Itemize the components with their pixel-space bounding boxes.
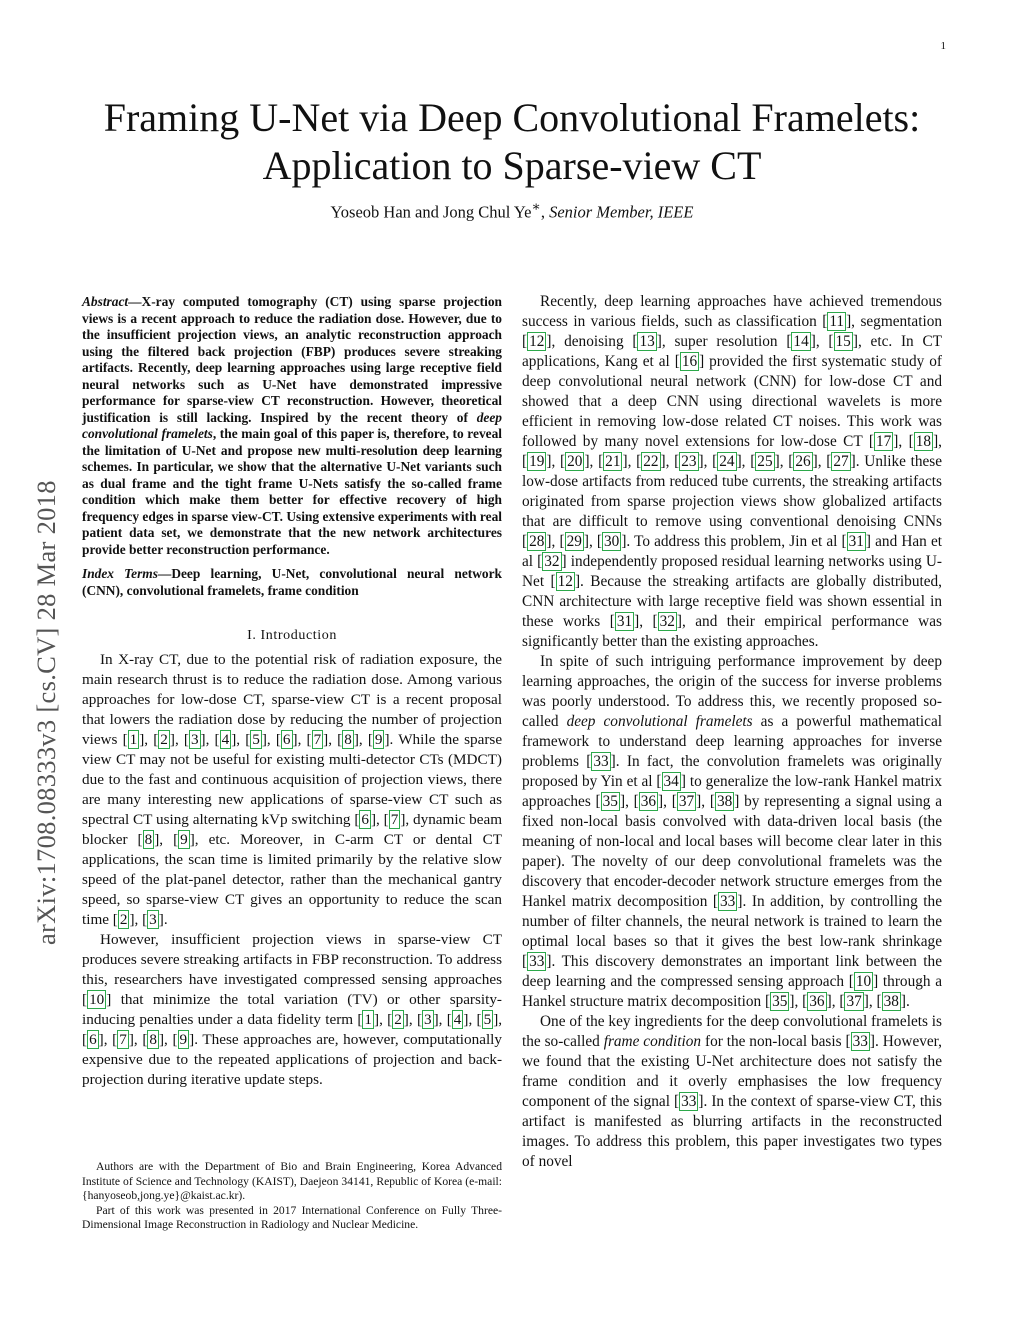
citation-link[interactable]: [ 9 ] bbox=[367, 731, 390, 748]
citation-link[interactable]: [ 18 ] bbox=[908, 433, 939, 450]
citation-link[interactable]: [ 38 ] bbox=[876, 993, 907, 1010]
citation-link[interactable]: [ 4 ] bbox=[214, 731, 237, 748]
text-run: , bbox=[639, 613, 653, 630]
citation-link[interactable]: [ 13 ] bbox=[632, 333, 662, 350]
citation-link[interactable]: [ 22 ] bbox=[636, 453, 666, 470]
author-line: Yoseob Han and Jong Chul Ye∗, Senior Member, IEEE bbox=[330, 199, 694, 222]
text-run: , bbox=[468, 1011, 477, 1028]
citation-number[interactable]: 10 bbox=[89, 991, 105, 1008]
emphasized-term: deep convolutional framelets bbox=[566, 713, 753, 730]
citation-number[interactable]: 3 bbox=[424, 1011, 432, 1028]
citation-number[interactable]: 2 bbox=[394, 1011, 402, 1028]
text-run: , etc. In CT applications, Kang et al bbox=[522, 333, 942, 370]
citation-link[interactable]: [ 37 ] bbox=[671, 793, 702, 810]
text-run: that minimize the total variation (TV) or other sparsity-inducing penalties under a data fidelity term bbox=[82, 991, 502, 1028]
citation-link[interactable]: [ 8 ] bbox=[142, 1031, 165, 1048]
citation-number[interactable]: 36 bbox=[640, 793, 657, 810]
text-run: , bbox=[663, 793, 672, 810]
text-run: , bbox=[703, 453, 713, 470]
citation-link[interactable]: [ 14 ] bbox=[786, 333, 816, 350]
citation-number[interactable]: 8 bbox=[344, 731, 352, 748]
text-run: In spite of such intriguing performance improvement by deep learning approaches, the origin of the success for inverse problems was poorly understood. To address this, we recently proposed so-called bbox=[522, 653, 942, 730]
text-run: . In addition, by controlling the number of filter channels, the neural network is trained to learn the optimal local bases so that it gives the best low-rank shrinkage bbox=[522, 893, 942, 950]
citation-number[interactable]: 34 bbox=[663, 773, 679, 790]
text-run: independently proposed residual learning networks using U-Net bbox=[522, 553, 942, 590]
body-paragraph bbox=[522, 1012, 942, 1172]
citation-number[interactable]: 20 bbox=[567, 453, 583, 470]
citation-number[interactable]: 35 bbox=[602, 793, 618, 810]
title-line-1: Framing U-Net via Deep Convolutional Framelets: bbox=[103, 95, 921, 140]
citation-link[interactable]: [ 7 ] bbox=[112, 1031, 134, 1048]
citation-number[interactable]: 5 bbox=[252, 731, 260, 748]
citation-link[interactable]: [ 38 ] bbox=[709, 793, 740, 810]
body-paragraph bbox=[82, 930, 502, 1090]
citation-number[interactable]: 25 bbox=[757, 453, 773, 470]
citation-link[interactable]: [ 25 ] bbox=[750, 453, 780, 470]
citation-link[interactable]: [ 12 ] bbox=[522, 333, 552, 350]
citation-number[interactable]: 33 bbox=[529, 953, 545, 970]
text-run: , super resolution bbox=[661, 333, 787, 350]
text-run: , bbox=[236, 731, 246, 748]
citation-number[interactable]: 32 bbox=[659, 613, 675, 630]
citation-link[interactable]: [ 5 ] bbox=[476, 1011, 499, 1028]
text-run: , bbox=[144, 731, 154, 748]
text-run: . While the sparse view CT may not be useful for existing multi-detector CTs (MDCT) due to the fast and continuous acquisition of projection views, there are many interesting new applications of sparse-view CT such as spectral CT using alternating kVp switching bbox=[82, 731, 503, 828]
citation-number[interactable]: 24 bbox=[719, 453, 735, 470]
citation-link[interactable]: [ 33 ] bbox=[586, 753, 616, 770]
text-run: , bbox=[898, 433, 909, 450]
citation-link[interactable]: [ 33 ] bbox=[712, 893, 743, 910]
text-run: , bbox=[779, 453, 789, 470]
text-run: , bbox=[551, 453, 561, 470]
citation-link[interactable]: [ 35 ] bbox=[595, 793, 626, 810]
text-run: , bbox=[164, 1031, 173, 1048]
text-run: . Because the streaking artifacts are globally distributed, CNN architecture with large receptive field was shown essential in these works bbox=[522, 573, 942, 630]
citation-number[interactable]: 17 bbox=[875, 433, 892, 450]
text-run: In X-ray CT, due to the potential risk of radiation exposure, the main research thrust is to reduce the radiation dose. Among various approaches for low-dose CT, sparse-view CT is a recent proposal that lowers the radiation dose by reducing the number of projection views bbox=[82, 651, 502, 748]
text-run: , bbox=[408, 1011, 417, 1028]
left-column bbox=[82, 294, 502, 1090]
citation-link[interactable]: [ 12 ] bbox=[550, 573, 581, 590]
text-run: to generalize the low-rank Hankel matrix approaches bbox=[522, 773, 942, 810]
text-run: through a Hankel structure matrix decomposition bbox=[522, 973, 942, 1010]
citation-number[interactable]: 37 bbox=[846, 993, 862, 1010]
text-run: as a powerful mathematical framework to understand deep learning approaches for inverse problems bbox=[522, 713, 942, 770]
text-run: , bbox=[627, 453, 637, 470]
citation-number[interactable]: 8 bbox=[149, 1031, 157, 1048]
text-run: , bbox=[588, 533, 597, 550]
citation-number[interactable]: 2 bbox=[119, 911, 128, 928]
emphasized-term: frame condition bbox=[603, 1033, 702, 1050]
citation-number[interactable]: 8 bbox=[144, 831, 153, 848]
text-run: , bbox=[817, 453, 827, 470]
citation-number[interactable]: 27 bbox=[833, 453, 849, 470]
text-run: , bbox=[815, 333, 829, 350]
citation-number[interactable]: 21 bbox=[605, 453, 621, 470]
text-run: , bbox=[134, 911, 143, 928]
citation-link[interactable]: [ 26 ] bbox=[788, 453, 818, 470]
citation-number[interactable]: 12 bbox=[557, 573, 573, 590]
text-run: , bbox=[379, 1011, 388, 1028]
citation-number[interactable]: 10 bbox=[855, 973, 872, 990]
citation-link[interactable]: [ 6 ] bbox=[275, 731, 298, 748]
text-run: . However, we found that the existing U-Net architecture does not satisfy the frame condition and it overly emphasises the low frequency component of the signal bbox=[522, 1033, 942, 1110]
citation-link[interactable]: [ 2 ] bbox=[153, 731, 175, 748]
citation-link[interactable]: [ 19 ] bbox=[522, 453, 552, 470]
citation-link[interactable]: [ 5 ] bbox=[245, 731, 267, 748]
citation-number[interactable]: 1 bbox=[364, 1011, 372, 1028]
citation-number[interactable]: 6 bbox=[89, 1031, 97, 1048]
citation-link[interactable]: [ 15 ] bbox=[828, 333, 858, 350]
citation-link[interactable]: [ 32 ] bbox=[652, 613, 682, 630]
citation-link[interactable]: [ 33 ] bbox=[673, 1093, 704, 1110]
citation-link[interactable]: [ 11 ] bbox=[822, 313, 852, 330]
text-run: , etc. Moreover, in C-arm CT or dental CT applications, the scan time is limited primarily by the relative slow speed of the plat-panel detector, rather than the mechanical gantry speed, so sparse-view CT gives an opportunity to reduce the scan time bbox=[82, 831, 503, 928]
introduction-body-left bbox=[82, 650, 502, 1090]
citation-link[interactable]: [ 3 ] bbox=[142, 911, 164, 928]
citation-number[interactable]: 4 bbox=[453, 1011, 462, 1028]
citation-number[interactable]: 4 bbox=[221, 731, 230, 748]
citation-number[interactable]: 14 bbox=[793, 333, 809, 350]
citation-number[interactable]: 29 bbox=[566, 533, 582, 550]
text-run: by representing a signal using a fixed non-local basis convolved with data-driven local basis (the meaning of non-local and local bases will become clear later in this paper). The novelty of our deep convolutional framelets was the discovery that encoder-decoder network structure emerges from the Hankel matrix decomposition bbox=[522, 793, 942, 910]
citation-link[interactable]: [ 10 ] bbox=[848, 973, 879, 990]
author-role: Senior Member, IEEE bbox=[549, 202, 694, 222]
abstract-label: Abstract bbox=[82, 294, 129, 309]
text-run: , bbox=[159, 831, 174, 848]
text-run: . Unlike these low-dose artifacts from reduced tube currents, the streaking artifacts originated from sparse projection views show globalized artifacts that are difficult to remove using conventional denoising CNNs bbox=[522, 453, 943, 530]
citation-link[interactable]: [ 29 ] bbox=[559, 533, 589, 550]
citation-link[interactable]: [ 20 ] bbox=[560, 453, 590, 470]
text-run: and Han et al bbox=[522, 533, 942, 570]
citation-link[interactable]: [ 34 ] bbox=[656, 773, 686, 790]
citation-link[interactable]: [ 37 ] bbox=[839, 993, 869, 1010]
citation-link[interactable]: [ 9 ] bbox=[173, 831, 195, 848]
citation-number[interactable]: 36 bbox=[809, 993, 825, 1010]
body-paragraph bbox=[522, 292, 942, 652]
citation-link[interactable]: [ 31 ] bbox=[609, 613, 640, 630]
text-run: , bbox=[701, 793, 710, 810]
text-run: . In the context of sparse-view CT, this artifact is manifested as blurring artifacts in the reconstructed images. To address this problem, this paper investigates two types of novel bbox=[522, 1093, 942, 1170]
text-run: , bbox=[868, 993, 877, 1010]
citation-link[interactable]: [ 4 ] bbox=[446, 1011, 469, 1028]
index-terms bbox=[82, 566, 502, 599]
text-run: , bbox=[133, 1031, 143, 1048]
citation-link[interactable]: [ 2 ] bbox=[387, 1011, 409, 1028]
citation-number[interactable]: 9 bbox=[179, 1031, 188, 1048]
text-run: . This discovery demonstrates an important link between the deep learning and the compressed sensing approach bbox=[522, 953, 942, 990]
citation-link[interactable]: [ 3 ] bbox=[183, 731, 206, 748]
citation-link[interactable]: [ 31 ] bbox=[841, 533, 872, 550]
text-run: , bbox=[328, 731, 338, 748]
citation-link[interactable]: [ 32 ] bbox=[537, 553, 567, 570]
citation-link[interactable]: [ 28 ] bbox=[522, 533, 552, 550]
text-run: . bbox=[906, 993, 910, 1010]
citation-number[interactable]: 1 bbox=[129, 731, 138, 748]
citation-number[interactable]: 33 bbox=[720, 893, 736, 910]
text-run: , bbox=[438, 1011, 447, 1028]
text-run: , bbox=[498, 1011, 503, 1028]
citation-number[interactable]: 16 bbox=[681, 353, 698, 370]
arxiv-identifier: arXiv:1708.08333v3 [cs.CV] 28 Mar 2018 bbox=[31, 480, 61, 945]
text-run: , bbox=[665, 453, 675, 470]
index-terms-label: Index Terms bbox=[82, 566, 158, 581]
citation-number[interactable]: 7 bbox=[119, 1031, 127, 1048]
citation-link[interactable]: [ 36 ] bbox=[633, 793, 664, 810]
text-run: Recently, deep learning approaches have achieved tremendous success in various fields, such as classification bbox=[522, 293, 942, 330]
text-run: One of the key ingredients for the deep convolutional framelets is the so-called bbox=[522, 1013, 942, 1050]
citation-number[interactable]: 7 bbox=[313, 731, 322, 748]
paper-title bbox=[0, 94, 1024, 190]
text-run: , bbox=[938, 433, 942, 450]
citation-link[interactable]: [ 8 ] bbox=[337, 731, 359, 748]
text-run: , dynamic beam blocker bbox=[82, 811, 503, 848]
citation-number[interactable]: 38 bbox=[883, 993, 899, 1010]
text-run: , bbox=[174, 731, 184, 748]
citation-link[interactable]: [ 33 ] bbox=[845, 1033, 875, 1050]
text-run: , bbox=[831, 993, 840, 1010]
abstract bbox=[82, 294, 502, 558]
citation-number[interactable]: 5 bbox=[483, 1011, 492, 1028]
citation-number[interactable]: 15 bbox=[835, 333, 851, 350]
text-run: , bbox=[589, 453, 599, 470]
text-run: . These approaches are, however, computationally expensive due to the repeated applications of projection and back-projection during iterative update steps. bbox=[82, 1031, 502, 1088]
introduction-body-right bbox=[522, 292, 942, 1172]
citation-number[interactable]: 19 bbox=[529, 453, 545, 470]
text-run: , bbox=[103, 1031, 113, 1048]
citation-link[interactable]: [ 2 ] bbox=[112, 911, 135, 928]
citation-link[interactable]: [ 7 ] bbox=[306, 731, 329, 748]
citation-number[interactable]: 3 bbox=[149, 911, 157, 928]
citation-number[interactable]: 22 bbox=[643, 453, 659, 470]
citation-link[interactable]: [ 35 ] bbox=[765, 993, 795, 1010]
citation-number[interactable]: 6 bbox=[361, 811, 369, 828]
citation-number[interactable]: 18 bbox=[915, 433, 932, 450]
text-run: , bbox=[297, 731, 307, 748]
citation-number[interactable]: 31 bbox=[616, 613, 633, 630]
citation-link[interactable]: [ 10 ] bbox=[82, 991, 112, 1008]
citation-number[interactable]: 9 bbox=[180, 831, 188, 848]
citation-link[interactable]: [ 7 ] bbox=[383, 811, 406, 828]
citation-number[interactable]: 9 bbox=[374, 731, 383, 748]
citation-number[interactable]: 33 bbox=[852, 1033, 868, 1050]
text-run: , bbox=[205, 731, 215, 748]
abstract-text-b: , the main goal of this paper is, therefore, to reveal the limitation of U-Net and propose new multi-resolution deep learning schemes. In particular, we show that the alternative U-Net variants such as dual frame and the tight frame U-Nets satisfy the so-called frame condition which make them better for effective recovery of high frequency edges in sparse view-CT. Using extensive experiments with real patient data set, we demonstrate that the new network architectures provide better reconstruction performance. bbox=[82, 426, 502, 557]
citation-number[interactable]: 2 bbox=[160, 731, 168, 748]
text-run: , bbox=[741, 453, 751, 470]
citation-number[interactable]: 3 bbox=[190, 731, 199, 748]
section-heading-introduction: I. Introduction bbox=[247, 628, 337, 643]
citation-link[interactable]: [ 9 ] bbox=[172, 1031, 195, 1048]
page-number: 1 bbox=[940, 40, 946, 52]
citation-number[interactable]: 30 bbox=[604, 533, 620, 550]
citation-number[interactable]: 28 bbox=[529, 533, 545, 550]
citation-link[interactable]: [ 6 ] bbox=[354, 811, 377, 828]
citation-link[interactable]: [ 27 ] bbox=[826, 453, 856, 470]
text-run: provided the first systematic study of deep convolutional neural network (CNN) for low-dose CT and showed that a deep CNN using directional wavelets is more efficient in removing low-dose related CT noises. This work was followed by many novel extensions for low-dose CT bbox=[522, 353, 942, 450]
text-run: , and their empirical performance was significantly better than the existing approaches. bbox=[522, 613, 942, 650]
citation-number[interactable]: 12 bbox=[529, 333, 545, 350]
citation-number[interactable]: 38 bbox=[716, 793, 733, 810]
citation-number[interactable]: 37 bbox=[678, 793, 695, 810]
citation-number[interactable]: 32 bbox=[544, 553, 560, 570]
abstract-emphasis: deep convolutional framelets bbox=[82, 409, 502, 441]
text-run: , bbox=[551, 533, 560, 550]
footnotes bbox=[82, 1160, 502, 1233]
citation-number[interactable]: 11 bbox=[829, 313, 845, 330]
text-run: . To address this problem, Jin et al bbox=[626, 533, 842, 550]
citation-link[interactable]: [ 30 ] bbox=[596, 533, 627, 550]
text-run: , bbox=[266, 731, 276, 748]
citation-link[interactable]: [ 1 ] bbox=[357, 1011, 380, 1028]
index-terms-text: —Deep learning, U-Net, convolutional neural network (CNN), convolutional framelets, frame condition bbox=[82, 566, 502, 598]
text-run: However, insufficient projection views in sparse-view CT produces severe streaking artifacts in FBP reconstruction. To address this, researchers have investigated compressed sensing approaches bbox=[82, 931, 502, 988]
citation-link[interactable]: [ 6 ] bbox=[82, 1031, 104, 1048]
citation-link[interactable]: [ 23 ] bbox=[674, 453, 704, 470]
citation-link[interactable]: [ 21 ] bbox=[598, 453, 628, 470]
footnote-conference: Part of this work was presented in 2017 International Conference on Fully Three-Dimensional Image Reconstruction in Radiology and Nuclear Medicine. bbox=[82, 1203, 502, 1231]
corresponding-mark: ∗ bbox=[531, 199, 541, 214]
body-paragraph bbox=[522, 652, 942, 1012]
text-run: , bbox=[625, 793, 634, 810]
right-column bbox=[522, 292, 942, 1172]
text-run: , bbox=[358, 731, 368, 748]
text-run: , bbox=[376, 811, 384, 828]
author-names: Yoseob Han and Jong Chul Ye bbox=[330, 202, 532, 222]
citation-number[interactable]: 31 bbox=[848, 533, 864, 550]
citation-number[interactable]: 23 bbox=[681, 453, 697, 470]
body-paragraph bbox=[82, 650, 502, 930]
text-run: for the non-local basis bbox=[701, 1033, 846, 1050]
text-run: , bbox=[794, 993, 803, 1010]
footnote-affiliation: Authors are with the Department of Bio and Brain Engineering, Korea Advanced Institute of Science and Technology (KAIST), Daejeon 34141, Republic of Korea (e-mail: {hanyoseob,jong.ye}@kaist.ac.kr). bbox=[82, 1160, 502, 1202]
citation-number[interactable]: 33 bbox=[681, 1093, 697, 1110]
citation-number[interactable]: 33 bbox=[593, 753, 609, 770]
citation-link[interactable]: [ 33 ] bbox=[522, 953, 552, 970]
citation-number[interactable]: 6 bbox=[282, 731, 291, 748]
citation-number[interactable]: 26 bbox=[795, 453, 811, 470]
citation-number[interactable]: 35 bbox=[772, 993, 788, 1010]
citation-link[interactable]: [ 1 ] bbox=[122, 731, 145, 748]
text-run: . bbox=[163, 911, 168, 928]
text-run: . In fact, the convolution framelets was originally proposed by Yin et al bbox=[522, 753, 942, 790]
citation-number[interactable]: 7 bbox=[390, 811, 399, 828]
citation-link[interactable]: [ 8 ] bbox=[137, 831, 160, 848]
citation-link[interactable]: [ 17 ] bbox=[868, 433, 899, 450]
citation-link[interactable]: [ 3 ] bbox=[416, 1011, 439, 1028]
citation-link[interactable]: [ 36 ] bbox=[802, 993, 832, 1010]
text-run: , segmentation bbox=[851, 313, 943, 330]
title-line-2: Application to Sparse-view CT bbox=[262, 143, 762, 188]
citation-link[interactable]: [ 16 ] bbox=[674, 353, 705, 370]
text-run: , denoising bbox=[551, 333, 633, 350]
abstract-text-a: —X-ray computed tomography (CT) using sparse projection views is a recent approach to reduce the radiation dose. However, due to the insufficient projection views, an analytic reconstruction approach using the filtered back projection (FBP) produces severe streaking artifacts. Recently, deep learning approaches using large receptive field neural networks such as U-Net have demonstrated impressive performance for sparse-view CT reconstruction. However, theoretical justification is still lacking. Inspired by the recent theory of bbox=[82, 294, 502, 425]
citation-link[interactable]: [ 24 ] bbox=[712, 453, 742, 470]
citation-number[interactable]: 13 bbox=[639, 333, 655, 350]
